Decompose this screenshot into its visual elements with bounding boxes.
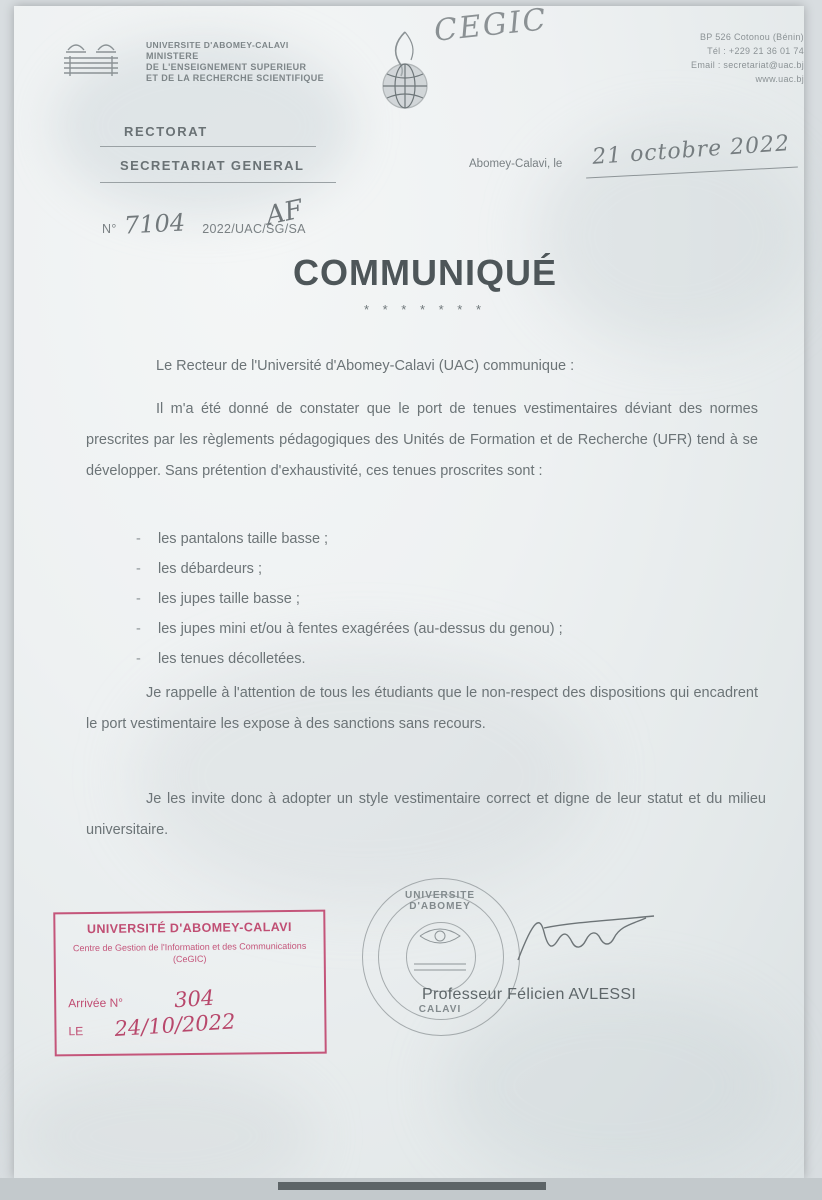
letterhead-contacts: [599, 30, 804, 86]
contact-line-3: Email : secretariat@uac.bj: [691, 60, 804, 70]
contact-line-4: www.uac.bj: [755, 74, 804, 84]
handwritten-reference-number: 7104: [123, 208, 186, 240]
body-paragraph-3: Je les invite donc à adopter un style vestimentaire correct et digne de leur statut et du milieu universitaire.: [86, 791, 766, 838]
list-item: - les tenues décolletées.: [132, 644, 752, 674]
paper-sheet: [14, 2, 804, 1178]
date-underline: [586, 166, 798, 178]
stamp-arrival-label: Arrivée N°: [68, 995, 124, 1011]
official-round-seal: [362, 878, 522, 1038]
handwritten-date: 21 octobre 2022: [591, 131, 791, 170]
signatory-name: Professeur Félicien AVLESSI: [422, 986, 637, 1003]
place-date-label: Abomey-Calavi, le: [469, 158, 563, 170]
rectorat-label: RECTORAT: [124, 124, 208, 139]
scan-bottom-bar: [278, 1182, 546, 1190]
handwritten-initials: AF: [263, 194, 306, 232]
divider-rule: [100, 146, 316, 147]
stamp-title: UNIVERSITÉ D'ABOMEY-CALAVI: [86, 919, 292, 937]
document-title: COMMUNIQUÉ: [293, 252, 557, 293]
seal-emblem-icon: [362, 878, 518, 1034]
list-item: - les jupes taille basse ;: [132, 584, 752, 614]
intro-paragraph: Le Recteur de l'Université d'Abomey-Calavi (UAC) communique :: [156, 358, 575, 374]
org-line-3: DE L'ENSEIGNEMENT SUPERIEUR: [146, 62, 307, 72]
list-item: - les jupes mini et/ou à fentes exagérées (au-dessus du genou) ;: [132, 614, 752, 644]
seal-top-text: UNIVERSITE D'ABOMEY: [404, 890, 475, 912]
seal-bottom-text: CALAVI: [418, 1004, 462, 1015]
reference-suffix: 2022/UAC/SG/SA: [202, 222, 306, 236]
contact-line-2: Tél : +229 21 36 01 74: [707, 46, 804, 56]
stamp-arrival-number: 304: [173, 985, 215, 1013]
body-paragraph-1: Il m'a été donné de constater que le port de tenues vestimentaires déviant des normes prescrites par les règlements pédagogiques des Unités de Formation et de Recherche (UFR) tend à se développer. Sans prétention d'exhaustivité, ces tenues proscrites sont :: [86, 401, 758, 479]
title-decoration: * * * * * * *: [363, 302, 487, 317]
contact-line-1: BP 526 Cotonou (Bénin): [699, 32, 804, 42]
org-line-1: UNIVERSITE D'ABOMEY-CALAVI: [146, 40, 289, 50]
stamp-subtitle: Centre de Gestion de l'Information et des Communications (CeGIC): [72, 940, 307, 965]
list-item: - les pantalons taille basse ;: [132, 524, 752, 554]
stamp-date-label: LE: [68, 1024, 84, 1039]
organization-lines: [146, 40, 356, 84]
handwritten-annotation: CEGIC: [432, 2, 550, 49]
stamp-date-value: 24/10/2022: [113, 1009, 237, 1041]
handwritten-signature: [514, 914, 674, 964]
university-logo-icon: [369, 28, 441, 118]
org-line-2: MINISTERE: [146, 51, 199, 61]
reception-stamp: [53, 910, 326, 1057]
list-item: - les débardeurs ;: [132, 554, 752, 584]
national-crest-icon: [60, 38, 122, 84]
proscribed-clothing-list: [132, 524, 752, 674]
body-paragraph-2: Je rappelle à l'attention de tous les étudiants que le non-respect des dispositions qui encadrent le port vestimentaire les expose à des sanctions sans recours.: [86, 685, 758, 732]
secretariat-general-label: SECRETARIAT GENERAL: [120, 158, 305, 173]
org-line-4: ET DE LA RECHERCHE SCIENTIFIQUE: [146, 73, 325, 83]
divider-rule: [100, 182, 336, 183]
reference-prefix: N°: [102, 222, 117, 236]
